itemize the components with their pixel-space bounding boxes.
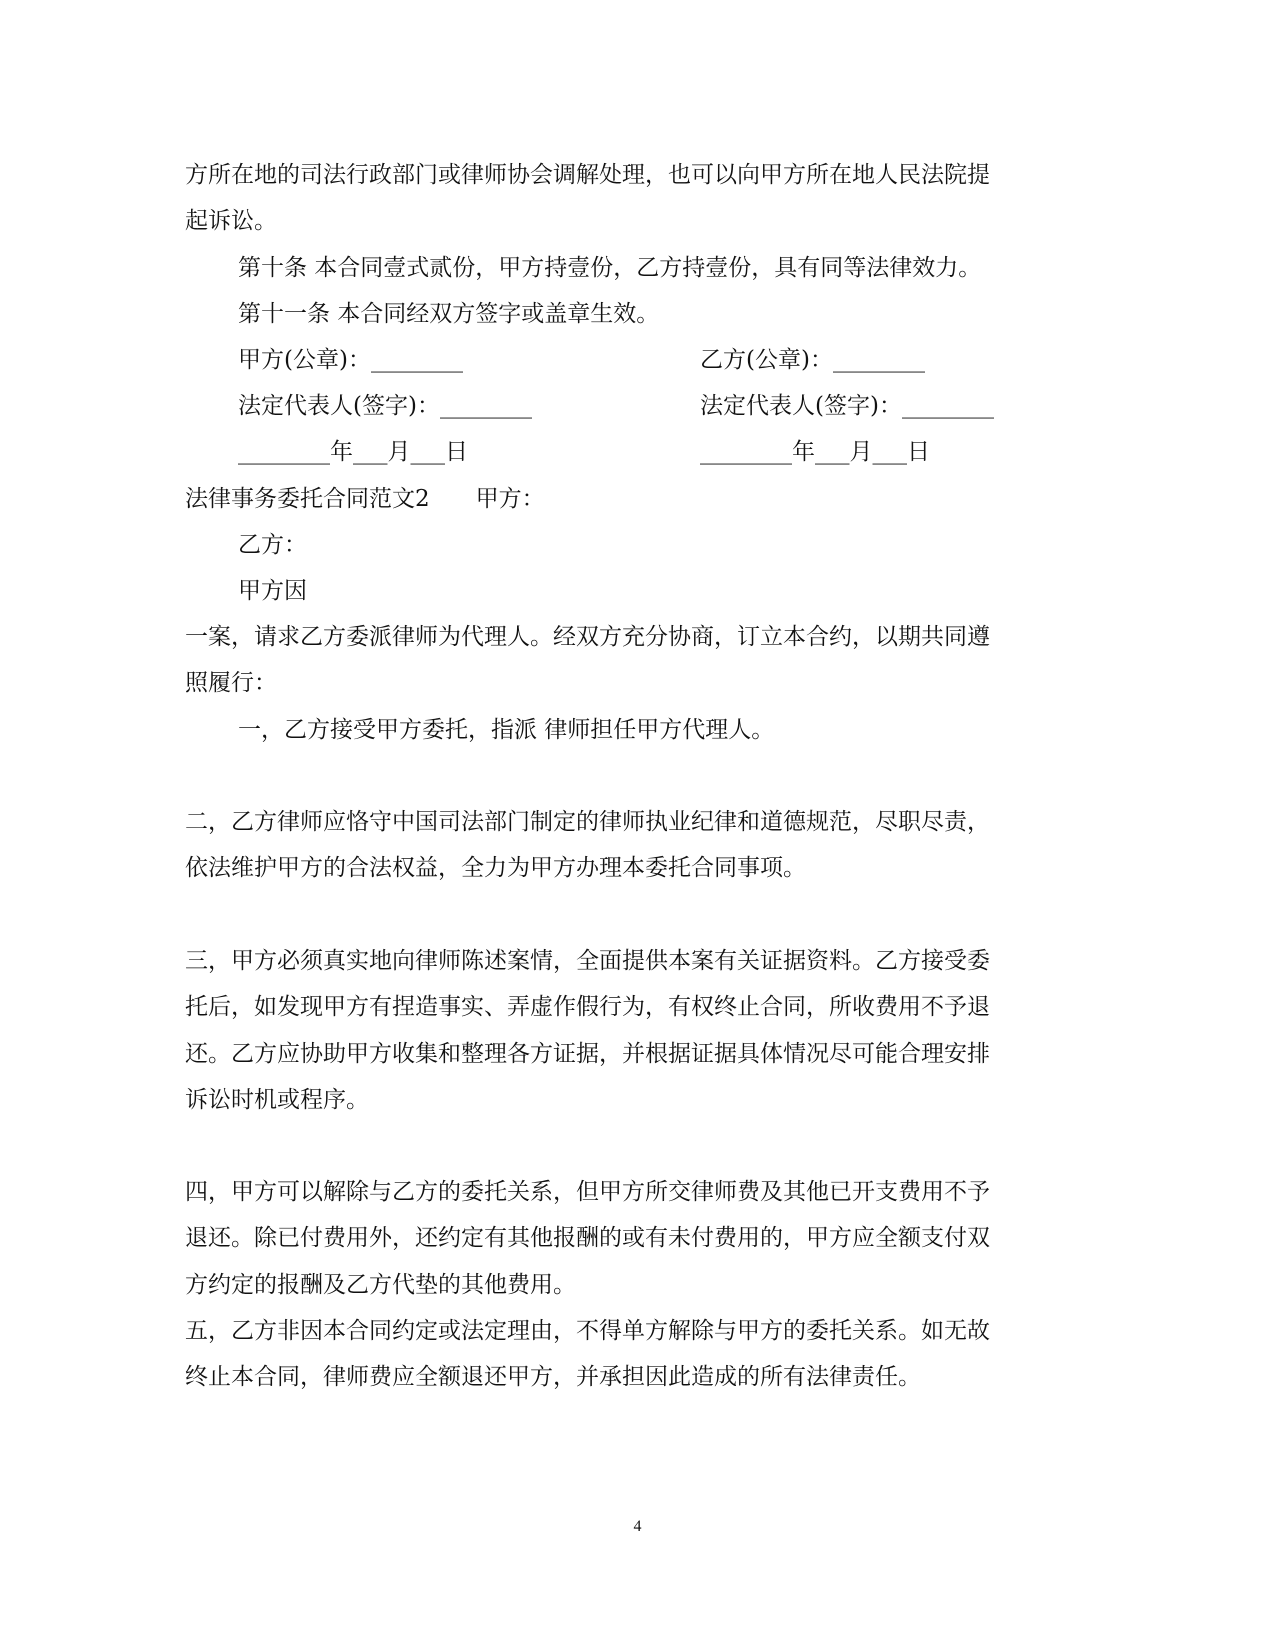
clause-4-line: 退还。除已付费用外，还约定有其他报酬的或有未付费用的，甲方应全额支付双 (185, 1225, 990, 1251)
clause-3-line: 托后，如发现甲方有捏造事实、弄虚作假行为，有权终止合同，所收费用不予退 (185, 994, 990, 1020)
party-a-representative: 法定代表人(签字)：________ (238, 393, 532, 419)
party-b-label: 乙方： (238, 532, 307, 558)
clause-3-line: 诉讼时机或程序。 (185, 1087, 369, 1113)
clause-1: 一，乙方接受甲方委托，指派 律师担任甲方代理人。 (238, 717, 775, 743)
article-11: 第十一条 本合同经双方签字或盖章生效。 (238, 301, 660, 327)
intro-line: 一案，请求乙方委派律师为代理人。经双方充分协商，订立本合约，以期共同遵 (185, 624, 990, 650)
clause-3-line: 还。乙方应协助甲方收集和整理各方证据，并根据证据具体情况尽可能合理安排 (185, 1041, 990, 1067)
clause-5-line: 终止本合同，律师费应全额退还甲方，并承担因此造成的所有法律责任。 (185, 1364, 921, 1390)
clause-4-line: 四，甲方可以解除与乙方的委托关系，但甲方所交律师费及其他已开支费用不予 (185, 1179, 990, 1205)
party-b-date: ________年___月___日 (700, 439, 930, 465)
section-title: 法律事务委托合同范文2 甲方： (185, 486, 545, 512)
party-b-representative: 法定代表人(签字)：________ (700, 393, 994, 419)
clause-4-line: 方约定的报酬及乙方代垫的其他费用。 (185, 1272, 576, 1298)
party-a-date: ________年___月___日 (238, 439, 468, 465)
clause-5-line: 五，乙方非因本合同约定或法定理由，不得单方解除与甲方的委托关系。如无故 (185, 1318, 990, 1344)
clause-2-line: 依法维护甲方的合法权益，全力为甲方办理本委托合同事项。 (185, 855, 806, 881)
clause-2-line: 二，乙方律师应恪守中国司法部门制定的律师执业纪律和道德规范，尽职尽责， (185, 809, 990, 835)
intro-line: 照履行： (185, 670, 277, 696)
party-b-seal: 乙方(公章)：________ (700, 347, 925, 373)
party-a-seal: 甲方(公章)：________ (238, 347, 463, 373)
page-number: 4 (633, 1518, 642, 1535)
text-line: 方所在地的司法行政部门或律师协会调解处理，也可以向甲方所在地人民法院提 (185, 162, 990, 188)
clause-3-line: 三，甲方必须真实地向律师陈述案情，全面提供本案有关证据资料。乙方接受委 (185, 948, 990, 974)
party-a-cause: 甲方因 (238, 578, 307, 604)
text-line: 起诉讼。 (185, 208, 277, 234)
article-10: 第十条 本合同壹式贰份，甲方持壹份，乙方持壹份，具有同等法律效力。 (238, 255, 982, 281)
